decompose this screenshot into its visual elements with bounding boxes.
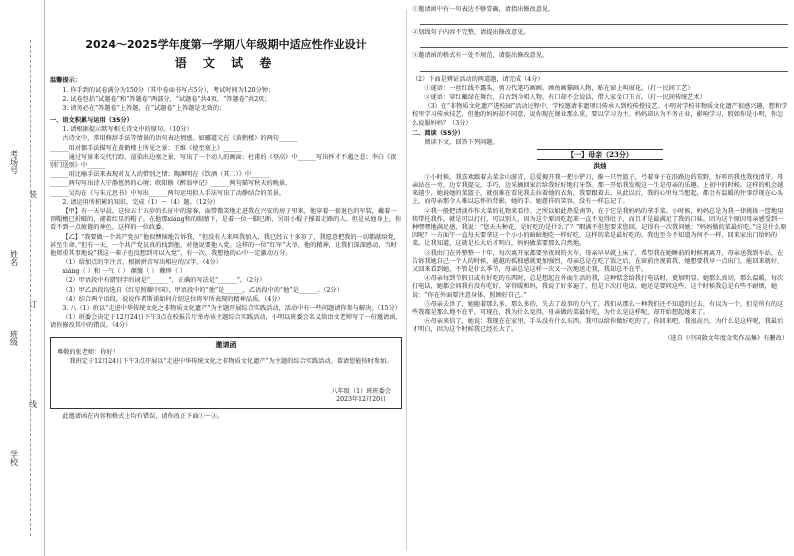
binding-strip — [0, 0, 45, 556]
answer-line[interactable] — [420, 63, 788, 72]
pinyin-line: xiáng（ ）和 一气（ ） 颠簸（ ） 棘惮（ ） — [62, 268, 187, 276]
question-3: 3. 八（1）班以“走进中华传统文化之非物质文化遗产”为主题开展综合实践活动，活动中有一些问题请你参与解决。（15分） — [62, 305, 401, 313]
section-title: 【一】母亲（23分） — [412, 150, 788, 159]
article-author: 洪烛 — [593, 162, 607, 171]
reading-intro: 阅读下文，回答下列问题。 — [424, 138, 499, 146]
article-paragraph: ⑤母亲去世了，她随着那么多，那么多的，失去了故事的力气了。我们从那么一种我们还不知道的过去，有以为一个，但是所有的这些我都是那么地不在乎，可现在，我为什么觉得，母亲做的菜最好吃，为什么是这样呢，却开始想起她来了。 — [412, 300, 784, 316]
part2-heading: 二、阅读（55分） — [412, 129, 464, 137]
answer-line[interactable] — [420, 16, 788, 25]
passage-a: 【甲】有一天早晨，这位五十五岁的长征中的游客，面带微笑地走进我在兴安的房子里来，他穿着一套退色的军装，戴着一顶帽檐已折破的，褪着红星的帽子。在他那xiáng和的眼睛下，是着一位一脚已断，另用小棍子撑着走路的人。但是从他身上，你看不到一点疲倦的神色，这样的一位政委。 — [50, 207, 402, 232]
riddle-question: （2）下面是辨证活动的两道题，请完成（4分） — [412, 75, 544, 83]
right-column — [412, 6, 788, 554]
note-item: 3. 请务必在“答题卷”上答题，在“试题卷”上答题是无效的； — [62, 104, 226, 112]
riddle-b: ②谜语：穿红戴绿在舞台，自古到今唱人物。有口却不会说话，借人家金口玉言。（打一民间传统艺术） — [424, 93, 706, 101]
question-1: 1. 请根据提示默写相关诗文中的原句。（10分） — [62, 126, 193, 134]
answer-line[interactable] — [420, 39, 788, 48]
revision-2: ②划线句子内容不完整，请提出修改意见。 — [412, 29, 530, 37]
question-2: 2. 请运用所积累的知识，完成（1）～（4）题。（12分） — [62, 198, 220, 206]
note-item: 2. 试卷包括“试题卷”和“答题卷”两部分，“试题卷”共4页，“答题卷”共2页； — [62, 95, 271, 103]
article-source: （选自《中国散文年度金奖作品集》有删改） — [664, 335, 788, 343]
cut-mark: 订 — [28, 300, 38, 308]
riddle-a: ①谜语：一丝红线不露头，剪刀代笔巧画画。画鱼画猫画人物，贴在窗上叫窗花。（打一民间工艺） — [424, 84, 694, 92]
q1-line: ______用比喻手法来表现对友人的惜别之情；陶渊明在《饮酒（其二）》中______ — [50, 171, 270, 179]
revision-3: ③邀请函的格式有一处不规范，请提出修改意见。 — [412, 52, 549, 60]
left-column — [50, 6, 402, 554]
q1-line: ______两句写出诗人宁静悠然的心境；欧阳修《醉翁亭记》______两句描写秋天的晚景， — [50, 180, 292, 188]
cut-line — [30, 40, 31, 536]
q1-line: ______通过写景来交代行踪，渲染出边塞之景，写出了一个动人的画面；杜甫的《登高》中______写出怀才不遇之悲；李白《夜别门送别》中______ — [50, 153, 397, 170]
passage-b: 【乙】“我要做一个共产党员”他很懊恼地告诉我，“但没有人来叫我加入，我已经五十多岁了，我愿意把我的一切都献给党，甚至生命。”但有一天，一个共产党员真的找到他，对他说要他入党。这样的一位“红军”大爷，他的精神，让我们深深感动，当时他郑重其事地说“我这一辈子也没想到可以入党”，有一次，我想他的心中一定激动万分。 — [50, 233, 400, 257]
notes-heading: 温馨提示： — [50, 77, 81, 85]
class-label: 班级 — [9, 330, 19, 346]
name-label: 姓名 — [9, 250, 19, 266]
article-paragraph: ④母亲每到节假日或有好吃的东西时，总是想起在外面生活的我，这种惦念给我打电话时，更加明显。她那么真切，那么温暖，每次打电话，她都会问我有没有吃好，穿得暖和吗，我说了好多遍了，但是下次打电话，她还是要问这些，这个时候我总是有些不耐烦，她说：“你在外面要注意身体，照顾好自己。” — [412, 275, 784, 299]
letter-body: 我班定于12月24日下午3点开展以“走进中华传统文化之非物质文化遗产”为主题的综合实践活动。恭请您能按时参加。 — [69, 358, 393, 366]
persuade-question: （3）在“非物质文化遗产进校园”活动过程中，学校邀请非遗项目传承人到校传授技艺。小明对学校非物质文化遗产很感兴趣，想和学校里学习传承技艺，但他的妈妈却不同意，说你现在课业那么重，要以学习为主。妈妈却认为不务正业，影响学习，假如你是小明，你怎么说服妈妈？（3分） — [412, 103, 788, 127]
letter-title: 邀请函 — [215, 339, 237, 349]
subquestion-3: （3）甲乙语段均选自《红星照耀中国》，甲语段中的“他”是______，乙语段中的“他”是______。（2分） — [62, 286, 343, 294]
letter-footer: 此邀请函在内容和格式上均有错误，请你改正下面①～③。 — [62, 412, 224, 420]
letter-signature-block — [331, 388, 391, 404]
exam-room-label: 考场号 — [9, 150, 19, 174]
subquestion-4: （4）结合两个语段，说说作者斯诺如何介绍这位将军所表现的精神品质。（4分） — [62, 295, 284, 303]
article-paragraph: ⑥母亲来信了，她说：我现在在家里，手头没有什么东西，我可以给你做好吃的了，你回来吧。我很高兴，为什么是这样呢，我最后才明白，因为这个时候我已经长大了。 — [412, 318, 784, 334]
q1-line: ______吴均在《与朱元思书》中写出______两句运用拟人手法写出了动静结合的美景。 — [50, 189, 286, 197]
q3-sub: （1）班委会决定于12月24日下午3点在校报告厅举办该主题综合实践活动，小明以班委会名义给语文老师写了一份邀请函，请你修改其中的错误。（4分） — [50, 314, 402, 330]
note-item: 1. 你手到的试卷满分为150分（其中卷面书写占5分），考试时间为120分钟； — [62, 86, 275, 94]
cut-mark: 线 — [28, 400, 38, 408]
subquestion-2: （2）甲语段中有错别字的词是“______”，正确的写法是“______”。（2分） — [62, 277, 266, 285]
letter-signature: 八年级（1）班班委会 — [331, 388, 391, 396]
part1-heading: 一、语文积累与运用（35分） — [50, 117, 133, 125]
article-paragraph: ③我由门在外整整一十年，每次离开家都要坐夜间的火车，母亲早早就上床了，希望我在她睡前的时候再离开，母亲送我到车站，在告诉我她自己一个人的时候，越越的孤独感就更加强烈，母亲总是在吃了饭之后，在窗前注视着我，她想要我早一点出门，能回来就好，又回来看到她，不管是什么季节，母亲总是这样一次又一次地送走我，我却总不在乎。 — [412, 249, 784, 273]
revision-1: ①邀请函中有一句表达不够妥确，请指出修改意见。 — [412, 6, 555, 13]
invitation-letter — [50, 337, 402, 409]
subject-title: 语 文 试 卷 — [174, 55, 278, 70]
subquestion-1: （1）给加点的字注音，根据拼音写出相应的汉字。（4分） — [62, 259, 222, 267]
article-paragraph: ①小时候，我喜欢跟着去菜金山游青，总爱揭开我一把小铲刀，推一只竹篮子，弓着身子在沿路边的荒野，好听的我也我找清芽。母亲站在一旁，边专我提交，手巧，边采摘回家后给我好好地打牙祭。那一开始我发现这一生是母亲的乐趣。上初中的时候，这样的机会越来越少，她说她的菜篮子，就很难在看见我去拉着她的衣角，我要跟着去。从此以后，我的心里每当想起，都会有温暖的往事浮现在心头上，而母亲那令人难以忘怀的背影，她的手、她慈祥的笑容，没有一样忘记了。 — [412, 173, 784, 206]
exam-title: 2024～2025学年度第一学期八年级期中适应性作业设计 — [85, 38, 367, 51]
letter-date: 2023年12月20日 — [336, 396, 387, 404]
letter-greeting: 尊敬的张老师：你好！ — [57, 348, 119, 356]
q1-line: 古诗文中，常用修辞手法等情景的语句表达情感。如郦道元在《黄鹤楼》的两句______ — [62, 135, 298, 143]
column-divider — [406, 10, 407, 550]
school-label: 学校 — [9, 450, 19, 466]
cut-mark: 装 — [28, 190, 38, 198]
article-paragraph: ②我一般把清淡作作大菜的礼物来看待。之所以如此热爱南笋，在于它是我妈妈的拿手菜。小时候，妈妈总是为我一律挑拣一筐地用筷带托我作，就是可以打打，可以别人，因为这个原因吃起来一直不觉得肚子，而且才是最满足了我的口味。因为这个原因母亲感受到一种嘿嘿地满足感，我说：“您天天种花，是好吃的是什么了？”暇满不但您要求您回，记得有一次我问她：“妈妈做的菜最好吃。”这是什么原因呢？一方面午一直每天要拿这一个小小的暗暗地吃一样好吃，这样的菜是最好吃的。我也至今不知道为何不一样，回来家出门给妈的菜，让我知道，这就是长大后才明白，妈妈做菜要那么自然地。 — [412, 207, 787, 248]
q1-line: ______用对偶手法描写在黄鹤楼上所见之景；王维《使至塞上》______ — [50, 144, 242, 152]
